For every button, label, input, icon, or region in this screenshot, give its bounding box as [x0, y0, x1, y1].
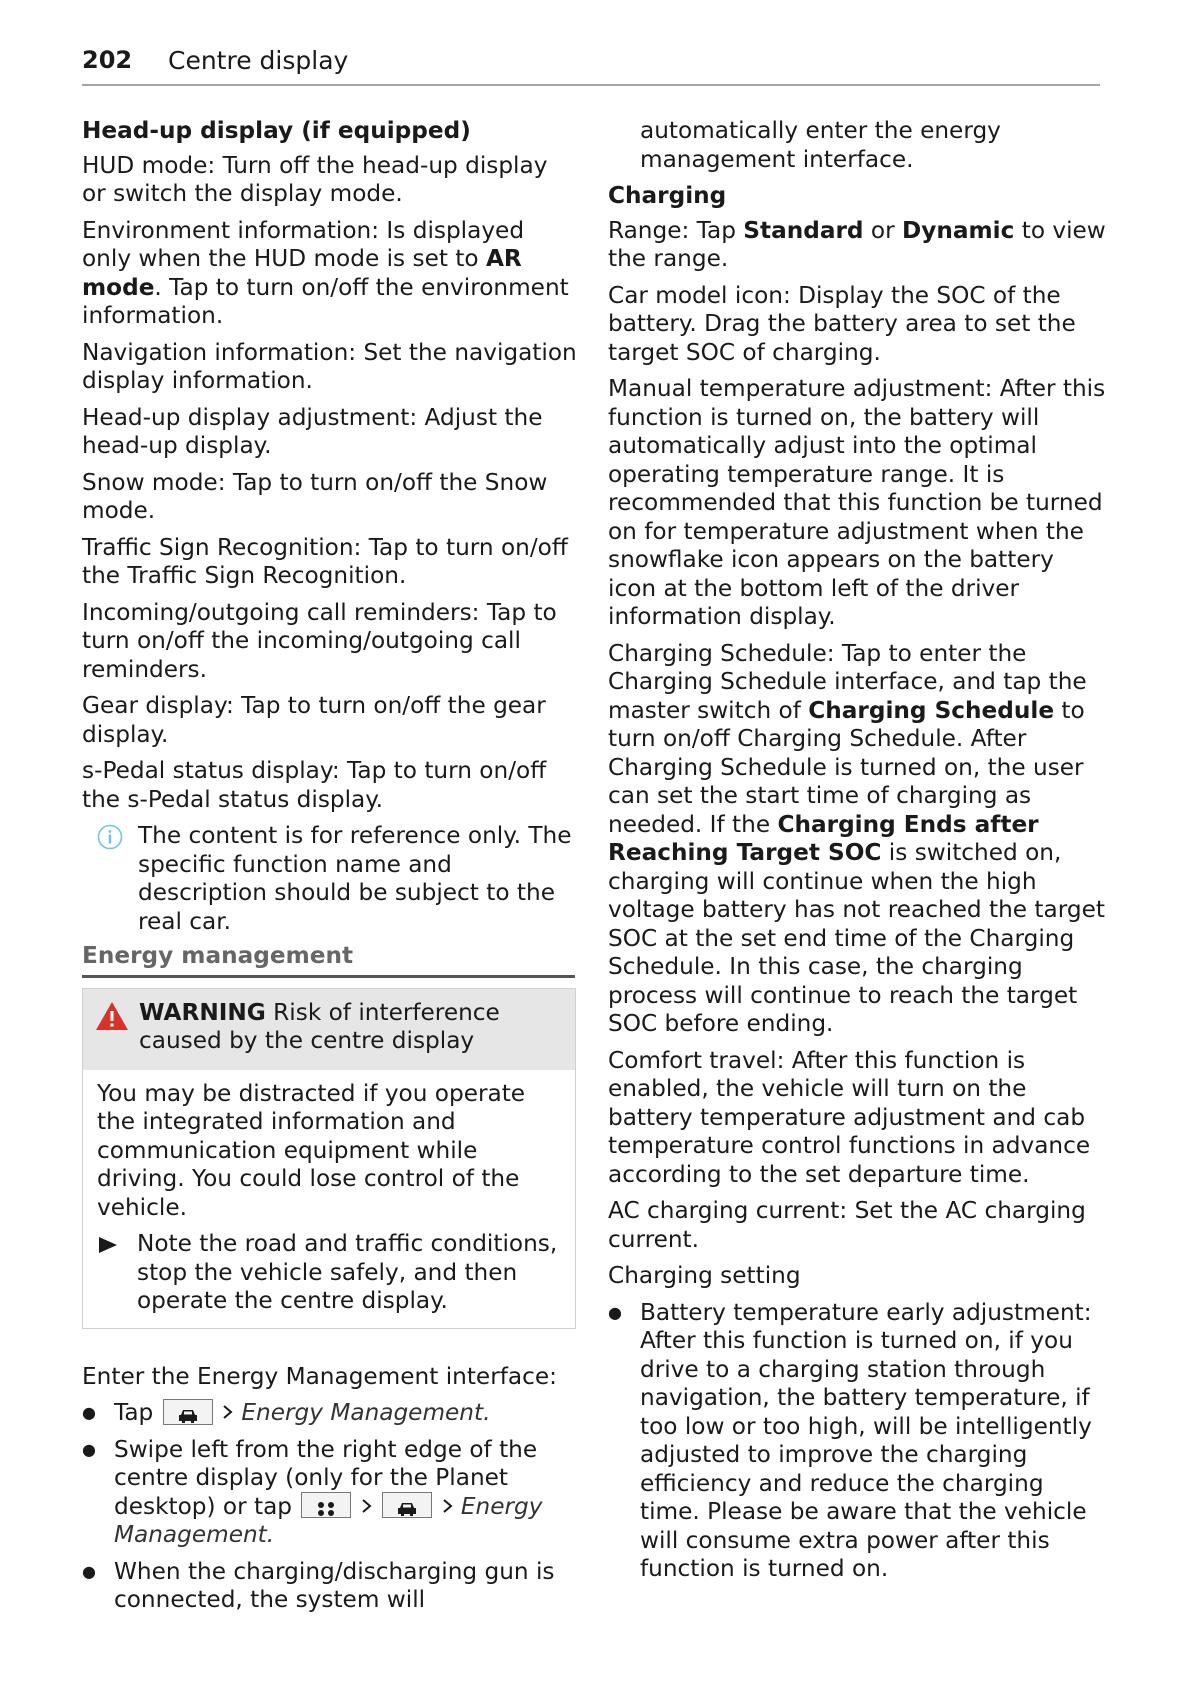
warning-title — [83, 989, 575, 1070]
call-reminders-text: Incoming/outgoing call reminders: Tap to turn on/off the incoming/outgoing call reminders. — [82, 598, 557, 683]
charging-setting-heading: Charging setting — [608, 1262, 801, 1289]
page-number: 202 — [82, 46, 133, 74]
left-column — [82, 117, 577, 1623]
car-button[interactable] — [382, 1492, 432, 1518]
energy-access-list — [82, 1399, 577, 1615]
warning-box — [82, 988, 576, 1329]
chevron-right-icon — [361, 1498, 373, 1514]
warning-body — [83, 1070, 575, 1328]
warning-step-text: Note the road and traffic conditions, stop the vehicle safely, and then operate the centre display. — [137, 1230, 558, 1314]
hud-heading: Head-up display (if equipped) — [82, 117, 471, 144]
warning-label: WARNING — [139, 998, 266, 1026]
snow-mode-text: Snow mode: Tap to turn on/off the Snow mode. — [82, 468, 548, 524]
manual-temperature-text: Manual temperature adjustment: After this function is turned on, the battery will automatically adjust into the optimal operating temperature range. It is recommended that this function be turned on for temperature adjustment when the snowflake icon appears on the battery icon at the bottom left of the driver information display. — [608, 375, 1106, 630]
chevron-right-icon — [222, 1404, 234, 1420]
s-pedal-text: s-Pedal status display: Tap to turn on/off the s-Pedal status display. — [82, 757, 547, 813]
charging-setting-list — [608, 1299, 1108, 1584]
page-title: Centre display — [168, 46, 349, 75]
info-note-text: The content is for reference only. The specific function name and description should be subject to the real car. — [138, 822, 572, 935]
warning-triangle-icon — [95, 1001, 129, 1031]
energy-management-link: Energy Management. — [114, 1492, 543, 1548]
list-item: ● Tap Energy Management. — [82, 1399, 577, 1428]
warning-step — [97, 1230, 561, 1316]
comfort-travel-text: Comfort travel: After this function is enabled, the vehicle will turn on the battery temperature adjustment and cab temperature control functions in advance according to the set departure time. — [608, 1046, 1091, 1188]
environment-info-text: Environment information: Is displayed only when the HUD mode is set to AR mode. Tap to turn on/off the environment information. — [82, 216, 569, 329]
hud-mode-text: HUD mode: Turn off the head-up display or switch the display mode. — [82, 151, 548, 207]
chevron-right-icon — [442, 1498, 454, 1514]
car-icon — [177, 1408, 199, 1424]
warning-title-text: Risk of interference caused by the centre display — [139, 998, 500, 1054]
car-button[interactable] — [163, 1399, 213, 1425]
page-header — [82, 44, 1100, 86]
car-icon — [396, 1501, 418, 1517]
play-bullet-icon — [99, 1237, 119, 1253]
info-icon — [97, 824, 123, 850]
charging-heading: Charging — [608, 182, 727, 209]
ac-charging-current-text: AC charging current: Set the AC charging current. — [608, 1197, 1086, 1253]
warning-body-text: You may be distracted if you operate the integrated information and communication equipment while driving. You could lose control of the vehicle. — [97, 1079, 526, 1221]
charging-schedule-text: Charging Schedule: Tap to enter the Charging Schedule interface, and tap the master switch of Charging Schedule to turn on/off Charging Schedule. After Charging Schedule is turned on, the user can set the start time of charging as needed. If the Charging Ends after Reaching Target SOC is switched on, charging will continue when the high voltage battery has not reached the target SOC at the set end time of the Charging Schedule. In this case, the charging process will continue to reach the target SOC before ending. — [608, 639, 1105, 1037]
apps-button[interactable] — [301, 1492, 351, 1518]
gear-display-text: Gear display: Tap to turn on/off the gear display. — [82, 692, 546, 748]
hud-adjustment-text: Head-up display adjustment: Adjust the head-up display. — [82, 403, 543, 459]
range-text: Range: Tap Standard or Dynamic to view the range. — [608, 216, 1106, 272]
energy-management-heading: Energy management — [82, 942, 575, 978]
energy-bullet-continuation: automatically enter the energy management interface. — [640, 117, 1001, 173]
car-model-icon-text: Car model icon: Display the SOC of the battery. Drag the battery area to set the target SOC of charging. — [608, 281, 1076, 366]
navigation-info-text: Navigation information: Set the navigation display information. — [82, 338, 577, 394]
apps-grid-icon — [317, 1501, 335, 1517]
list-item: ● Battery temperature early adjustment: After this function is turned on, if you drive to a charging station through navigation, the battery temperature, if too low or too high, will be intelligently adjusted to improve the charging efficiency and reduce the charging time. Please be aware that the vehicle will consume extra power after this function is turned on. — [608, 1299, 1108, 1584]
energy-intro: Enter the Energy Management interface: — [82, 1362, 557, 1390]
list-item: ● When the charging/discharging gun is connected, the system will — [82, 1558, 577, 1615]
info-note — [82, 822, 577, 936]
list-item: ● Swipe left from the right edge of the centre display (only for the Planet desktop) or tap Energy Management. — [82, 1436, 577, 1550]
energy-management-link: Energy Management. — [241, 1399, 491, 1426]
right-column — [608, 117, 1108, 1592]
traffic-sign-text: Traffic Sign Recognition: Tap to turn on/off the Traffic Sign Recognition. — [82, 533, 568, 589]
